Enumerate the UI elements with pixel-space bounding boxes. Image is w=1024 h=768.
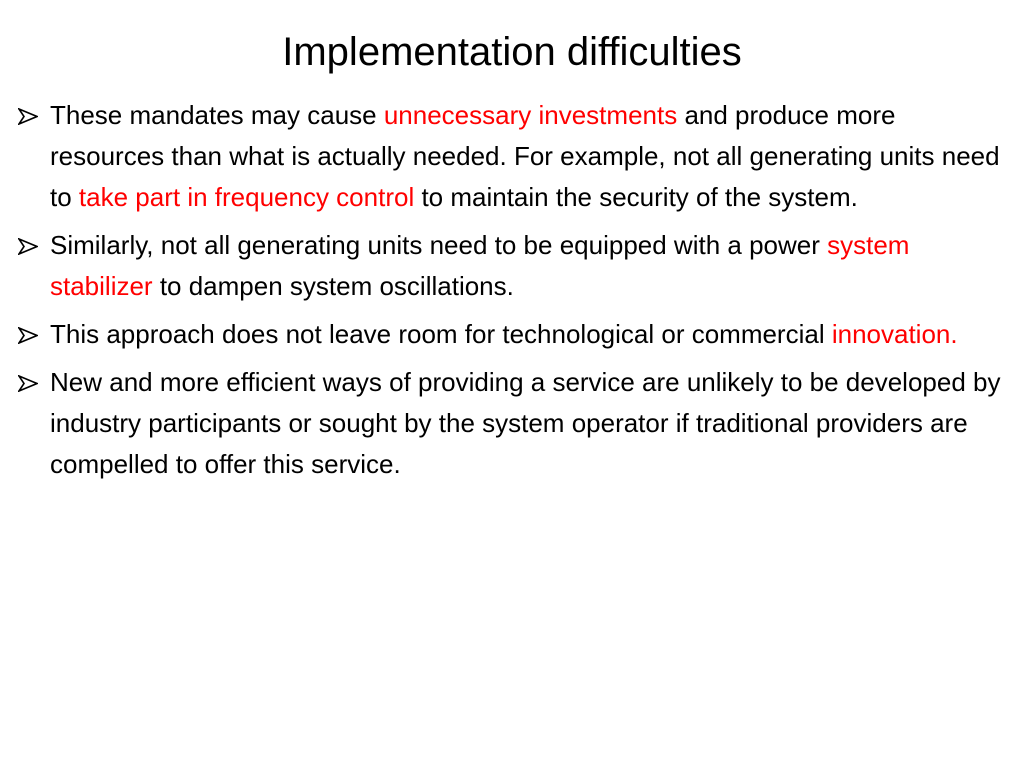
bullet-text bbox=[50, 319, 958, 349]
arrowhead-bullet-icon bbox=[18, 108, 38, 125]
slide-title: Implementation difficulties bbox=[282, 30, 742, 74]
bullet-list bbox=[18, 95, 1008, 492]
highlighted-term: unnecessary investments bbox=[383, 100, 678, 130]
bullet-text-segment: New and more efficient ways of providing a service are unlikely to be developed by industry participants or sought by the system operator if traditional providers are compelled to offer this service. bbox=[50, 367, 1001, 479]
bullet-item bbox=[18, 95, 1008, 218]
bullet-text-segment: Similarly, not all generating units need to be equipped with a power bbox=[50, 230, 828, 260]
bullet-text-segment: to dampen system oscillations. bbox=[152, 271, 514, 301]
bullet-text-segment: This approach does not leave room for technological or commercial bbox=[50, 319, 832, 349]
arrowhead-bullet-icon bbox=[18, 327, 38, 344]
bullet-text-segment: and produce more resources than what is actually needed. For example, not all generating units need to bbox=[50, 100, 1000, 212]
bullet-text bbox=[50, 230, 909, 301]
highlighted-term: innovation. bbox=[831, 319, 958, 349]
highlighted-term: system stabilizer bbox=[50, 230, 910, 301]
bullet-text bbox=[50, 100, 1000, 212]
highlighted-term: take part in frequency control bbox=[78, 182, 415, 212]
bullet-item bbox=[18, 362, 1008, 485]
bullet-text-segment: These mandates may cause bbox=[50, 100, 384, 130]
arrowhead-bullet-icon bbox=[18, 238, 38, 255]
bullet-text-segment: to maintain the security of the system. bbox=[414, 182, 858, 212]
arrowhead-bullet-icon bbox=[18, 375, 38, 392]
bullet-item bbox=[18, 314, 1008, 355]
bullet-item bbox=[18, 225, 1008, 307]
bullet-text bbox=[50, 367, 1001, 479]
